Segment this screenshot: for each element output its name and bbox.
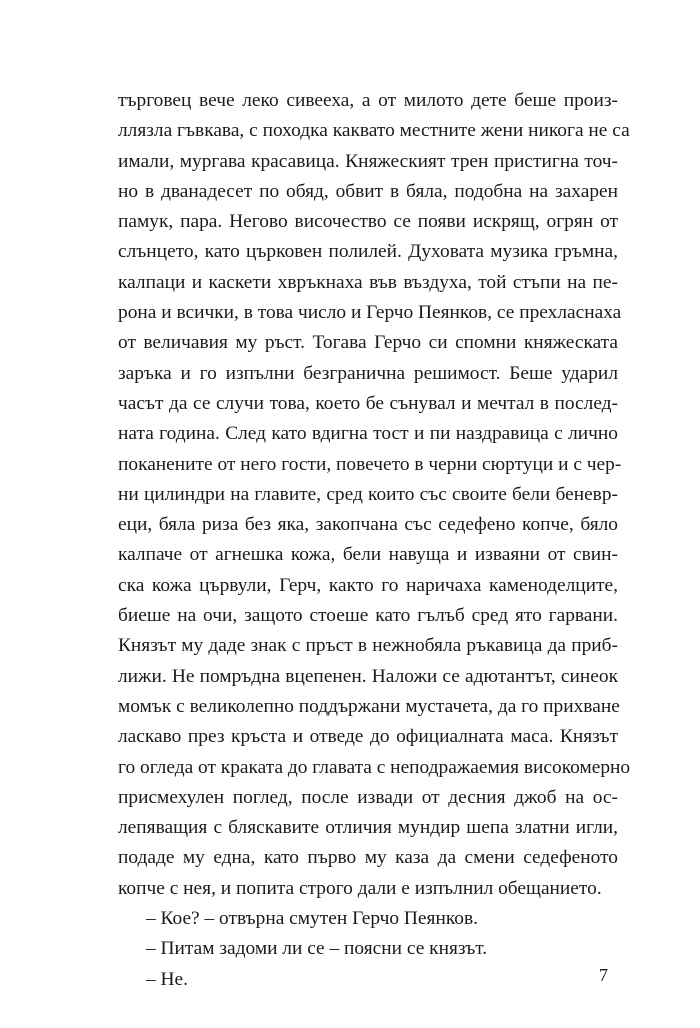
text-line: копче с нея, и попита строго дали е изпълнил обещанието. [118, 877, 602, 899]
text-line: но в дванадесет по обяд, обвит в бяла, подобна на захарен [118, 180, 618, 202]
text-line: поканените от него гости, повечето в черни сюртуци и с чер- [118, 453, 622, 475]
text-line: Князът му даде знак с пръст в нежнобяла ръкавица да приб- [118, 635, 618, 657]
body-text [118, 86, 631, 995]
text-line: слънцето, като църковен полилей. Духовата музика гръмна, [118, 241, 618, 263]
text-line: подаде му една, като първо му каза да смени седефеното [118, 847, 618, 869]
text-line: калпаче от агнешка кожа, бели навуща и изваяни от свин- [118, 544, 618, 566]
text-line: ната година. След като вдигна тост и пи наздравица с лично [118, 423, 618, 445]
dialogue-line: – Кое? – отвърна смутен Герчо Пеянков. [146, 908, 478, 930]
text-line: от величавия му ръст. Тогава Герчо си спомни княжеската [118, 332, 618, 354]
text-line: момък с великолепно поддържани мустачета, да го прихване [118, 695, 620, 717]
text-line: памук, пара. Негово височество се появи искрящ, огрян от [118, 211, 618, 233]
text-line: биеше на очи, защото стоеше като гълъб сред ято гарвани. [118, 605, 618, 627]
text-line: часът да се случи това, което бе сънувал и мечтал в послед- [118, 392, 618, 414]
text-line: лепяващия с бляскавите отличия мундир шепа златни игли, [118, 817, 618, 839]
text-line: имали, мургава красавица. Княжеският трен пристигна точ- [118, 150, 618, 172]
text-line: заръка и го изпълни безгранична решимост. Беше ударил [118, 362, 618, 384]
text-line: лижи. Не помръдна вцепенен. Наложи се адютантът, синеок [118, 665, 618, 687]
text-line: еци, бяла риза без яка, закопчана със седефено копче, бяло [118, 514, 618, 536]
page-number: 7 [599, 965, 608, 985]
text-line: търговец вече леко сивееха, а от милото дете беше произ- [118, 90, 618, 111]
text-line: ни цилиндри на главите, сред които със своите бели беневр- [118, 483, 618, 505]
text-line: ска кожа цървули, Герч, както го наричаха каменоделците, [118, 574, 618, 596]
text-line: рона и всички, в това число и Герчо Пеянков, се прехласнаха [118, 302, 622, 324]
text-line: присмехулен поглед, после извади от десния джоб на ос- [118, 786, 618, 808]
dialogue-line: – Не. [146, 968, 189, 990]
text-line: го огледа от краката до главата с неподражаемия високомерно [118, 756, 631, 778]
text-line: ласкаво през кръста и отведе до официалната маса. Князът [118, 726, 618, 748]
text-line: калпаци и каскети хвръкнаха във въздуха, той стъпи на пе- [118, 271, 618, 293]
dialogue-line: – Питам задоми ли се – поясни се князът. [146, 938, 488, 960]
text-line: ллязла гъвкава, с походка каквато местните жени никога не са [118, 120, 630, 142]
